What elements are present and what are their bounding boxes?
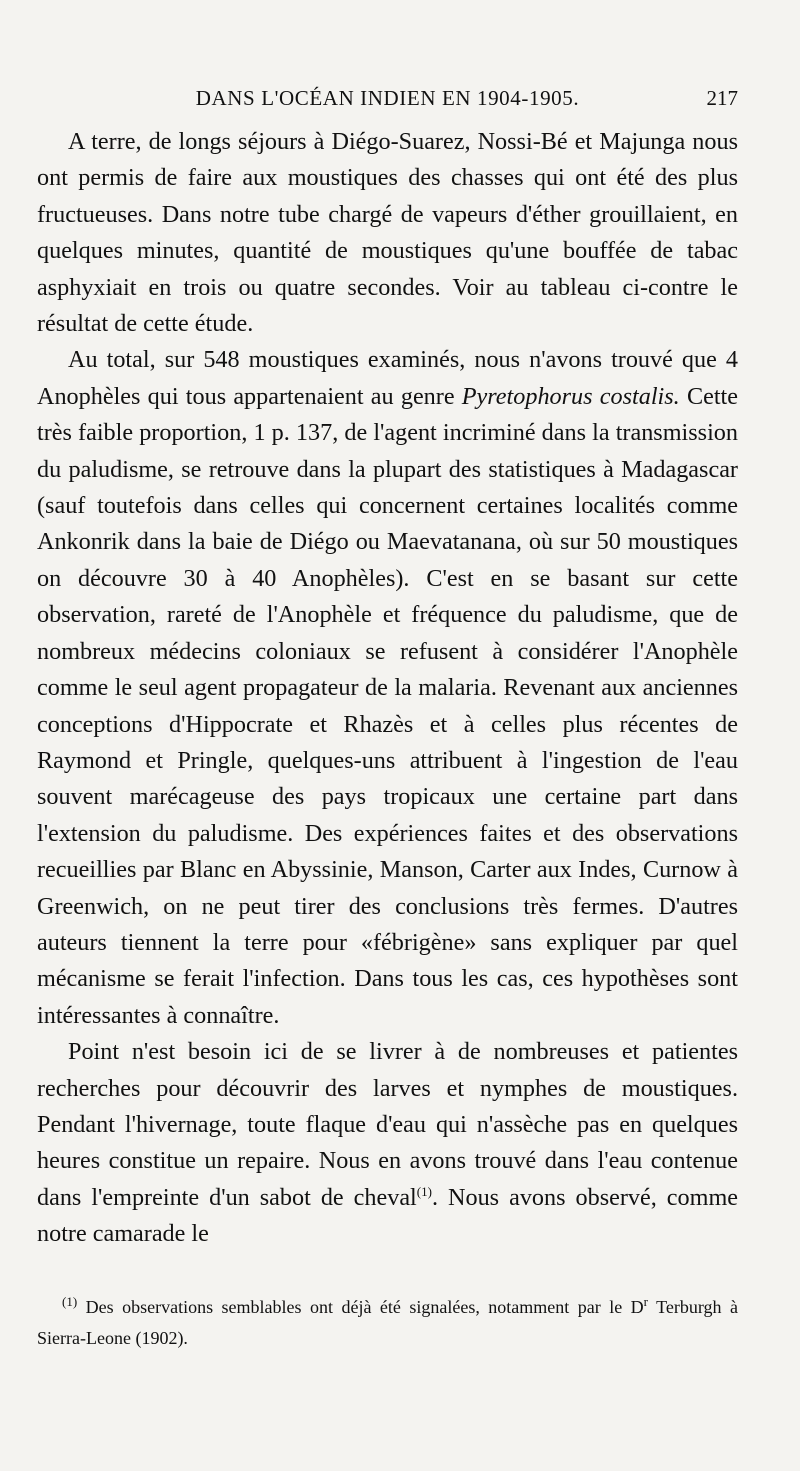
footnote-text-b: Terburgh à Sierra-Leone (1902). bbox=[37, 1297, 738, 1348]
paragraph-2-text-b: Cette très faible proportion, 1 p. 137, de l'agent incriminé dans la transmission du paludisme, se retrouve dans la plupart des statistiques à Madagascar (sauf toutefois dans celles qui concernent certaines localités comme Ankonrik dans la baie de Diégo ou Maevatanana, où sur 50 moustiques on découvre 30 à 40 Anophèles). C'est en se basant sur cette observation, rareté de l'Anophèle et fréquence du paludisme, que de nombreux médecins coloniaux se refusent à considérer l'Anophèle comme le seul agent propagateur de la malaria. Revenant aux anciennes conceptions d'Hippocrate et Rhazès et à celles plus récentes de Raymond et Pringle, quelques-uns attribuent à l'ingestion de l'eau souvent marécageuse des pays tropicaux une certaine part dans l'extension du paludisme. Des expériences faites et des observations recueillies par Blanc en Abyssinie, Manson, Carter aux Indes, Curnow à Greenwich, on ne peut tirer des conclusions très fermes. D'autres auteurs tiennent la terre pour «fébrigène» sans expliquer par quel mécanisme se ferait l'infection. Dans tous les cas, ces hypothèses sont intéressantes à connaître. bbox=[37, 382, 738, 1029]
paragraph-2 bbox=[37, 342, 738, 1034]
genus-name: Pyretophorus costalis. bbox=[461, 382, 680, 410]
paragraph-3-text-a: Point n'est besoin ici de se livrer à de nombreuses et patientes recherches pour découvrir des larves et nymphes de moustiques. Pendant l'hivernage, toute flaque d'eau qui n'assèche pas en quelques heures constitue un repaire. Nous en avons trouvé dans l'eau contenue dans l'empreinte d'un sabot de cheval bbox=[37, 1038, 738, 1211]
paragraph-2-text-a: Au total, sur 548 moustiques examinés, nous n'avons trouvé que 4 Anophèles qui tous appartenaient au genre bbox=[37, 346, 738, 410]
footnote bbox=[37, 1292, 738, 1354]
page-number: 217 bbox=[706, 86, 738, 110]
footnote-text-a: Des observations semblables ont déjà été signalées, notamment par le D bbox=[77, 1297, 644, 1317]
footnote-reference: (1) bbox=[416, 1183, 432, 1199]
footnote-text bbox=[37, 1292, 738, 1354]
running-head bbox=[37, 86, 738, 116]
main-text bbox=[37, 124, 738, 1253]
paragraph-1: A terre, de longs séjours à Diégo-Suarez, Nossi-Bé et Majunga nous ont permis de faire aux moustiques des chasses qui ont été des plus fructueuses. Dans notre tube chargé de vapeurs d'éther grouillaient, en quelques minutes, quantité de moustiques qu'une bouffée de tabac asphyxiait en trois ou quatre secondes. Voir au tableau ci-contre le résultat de cette étude. bbox=[37, 128, 738, 338]
running-title: DANS L'OCÉAN INDIEN EN 1904-1905. bbox=[195, 86, 580, 110]
footnote-marker: (1) bbox=[62, 1294, 78, 1309]
footnote-superscript: r bbox=[643, 1294, 648, 1309]
paragraph-3-text-b: . Nous avons observé, comme notre camarade le bbox=[37, 1183, 738, 1248]
paragraph-3 bbox=[37, 1034, 738, 1252]
